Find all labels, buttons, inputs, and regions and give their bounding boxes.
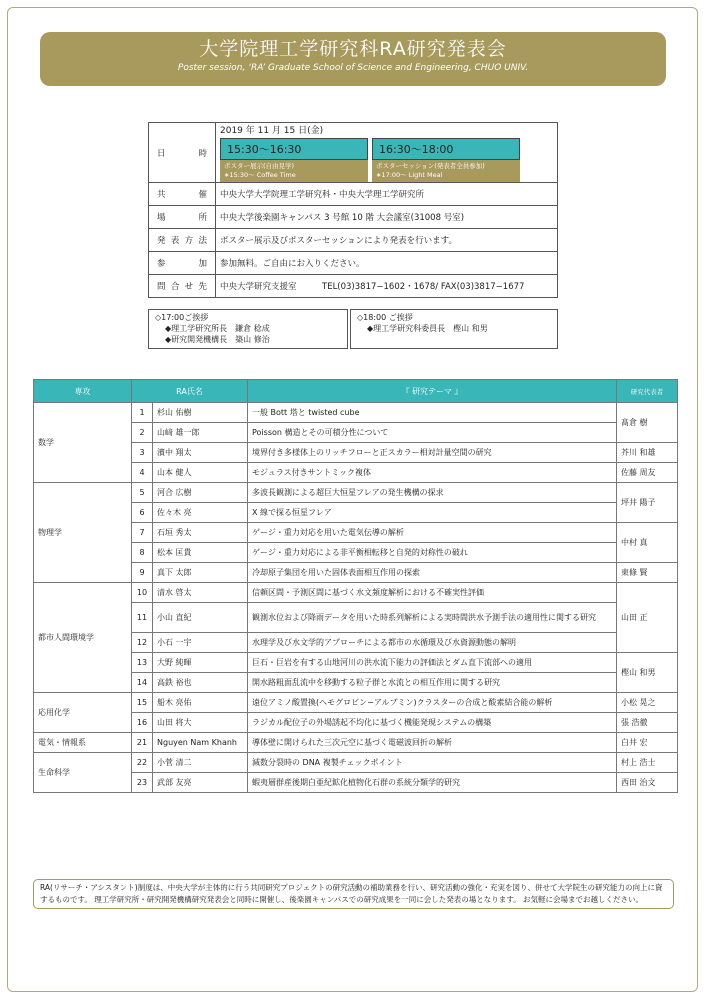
info-label: 発表方法 — [149, 229, 216, 252]
row-number: 16 — [132, 713, 153, 733]
col-name: RA氏名 — [132, 380, 248, 403]
info-value: 中央大学大学院理工学研究科・中央大学理工学研究所 — [216, 183, 558, 206]
info-label: 共 催 — [149, 183, 216, 206]
research-theme: 一般 Bott 塔と twisted cube — [248, 403, 617, 423]
session-2 — [372, 138, 520, 182]
ra-name: 石垣 秀太 — [153, 523, 248, 543]
presentation-table — [33, 379, 678, 793]
field-cell: 生命科学 — [34, 753, 132, 793]
representative: 芥川 和雄 — [617, 443, 678, 463]
row-number: 4 — [132, 463, 153, 483]
representative: 張 浩徹 — [617, 713, 678, 733]
date-label: 日 時 — [149, 123, 216, 183]
representative: 山田 正 — [617, 583, 678, 653]
ra-name: 真下 太郎 — [153, 563, 248, 583]
greeting-left-line2: ◆研究開発機構長 築山 修治 — [165, 335, 270, 344]
research-theme: 境界付き多様体上のリッチフローと正スカラー相対計量空間の研究 — [248, 443, 617, 463]
row-number: 1 — [132, 403, 153, 423]
row-number: 13 — [132, 653, 153, 673]
field-cell: 都市人間環境学 — [34, 583, 132, 693]
ra-name: 高鉄 裕也 — [153, 673, 248, 693]
research-theme: 観測水位および降雨データを用いた時系列解析による実時間洪水予測手法の適用性に関する研究 — [248, 603, 617, 633]
info-row — [149, 183, 558, 206]
ra-name: 武部 友亮 — [153, 773, 248, 793]
row-number: 21 — [132, 733, 153, 753]
row-number: 2 — [132, 423, 153, 443]
info-value: 中央大学研究支援室 TEL(03)3817−1602・1678/ FAX(03)3817−1677 — [216, 275, 558, 298]
representative: 佐藤 周友 — [617, 463, 678, 483]
row-number: 14 — [132, 673, 153, 693]
ra-name: Nguyen Nam Khanh — [153, 733, 248, 753]
ra-name: 佐々木 亮 — [153, 503, 248, 523]
ra-name: 山﨑 雄一郎 — [153, 423, 248, 443]
row-number: 22 — [132, 753, 153, 773]
greeting-right-line1: ◆理工学研究科委員長 樫山 和男 — [367, 324, 488, 333]
research-theme: 巨石・巨岩を有する山地河川の洪水流下能力の評価法とダム直下流部への適用 — [248, 653, 617, 673]
research-theme: 減数分裂時の DNA 複製チェックポイント — [248, 753, 617, 773]
research-theme: ゲージ・重力対応を用いた電気伝導の解析 — [248, 523, 617, 543]
ra-name: 濱中 翔太 — [153, 443, 248, 463]
research-theme: 水理学及び水文学的アプローチによる都市の水循環及び水資源動態の解明 — [248, 633, 617, 653]
table-row — [34, 733, 678, 753]
research-theme: 開水路粗面乱流中を移動する粒子群と水流との相互作用に関する研究 — [248, 673, 617, 693]
info-row — [149, 252, 558, 275]
session-2-desc2: ∗17:00〜 Light Meal — [376, 171, 443, 179]
representative: 東條 賢 — [617, 563, 678, 583]
session-2-desc — [372, 160, 520, 182]
representative: 西田 治文 — [617, 773, 678, 793]
ra-name: 山田 将大 — [153, 713, 248, 733]
field-cell: 数学 — [34, 403, 132, 483]
event-info-table — [148, 122, 558, 298]
row-number: 7 — [132, 523, 153, 543]
row-number: 23 — [132, 773, 153, 793]
session-2-time: 16:30〜18:00 — [372, 138, 520, 160]
ra-name: 船木 亮佑 — [153, 693, 248, 713]
research-theme: 多波長観測による超巨大恒星フレアの発生機構の探求 — [248, 483, 617, 503]
session-2-desc1: ポスターセッション(発表者全員参加) — [376, 162, 485, 170]
event-date: 2019 年 11 月 15 日(金) — [220, 126, 324, 136]
info-row — [149, 206, 558, 229]
session-boxes — [220, 138, 553, 182]
greeting-left — [148, 309, 348, 349]
representative: 髙倉 樹 — [617, 403, 678, 443]
table-row — [34, 403, 678, 423]
row-number: 3 — [132, 443, 153, 463]
greeting-right — [350, 309, 558, 349]
representative: 中村 真 — [617, 523, 678, 563]
ra-name: 杉山 佑樹 — [153, 403, 248, 423]
col-rep: 研究代表者 — [617, 380, 678, 403]
page-title: 大学院理工学研究科RA研究発表会 — [199, 38, 507, 60]
row-number: 5 — [132, 483, 153, 503]
session-1-desc1: ポスター展示(自由見学) — [224, 162, 295, 170]
research-theme: 遠位アミノ酸置換(ヘモグロビン−アルブミン)クラスターの合成と酸素結合能の解析 — [248, 693, 617, 713]
representative: 小松 晃之 — [617, 693, 678, 713]
header-banner — [40, 32, 666, 86]
representative: 村上 浩士 — [617, 753, 678, 773]
info-value: 中央大学後楽園キャンパス 3 号館 10 階 大会議室(31008 号室) — [216, 206, 558, 229]
research-theme: 信頼区間・予測区間に基づく水文頻度解析における不確実性評価 — [248, 583, 617, 603]
info-label: 参 加 — [149, 252, 216, 275]
table-row — [34, 693, 678, 713]
table-row — [34, 483, 678, 503]
row-number: 12 — [132, 633, 153, 653]
representative: 坪井 陽子 — [617, 483, 678, 523]
row-number: 8 — [132, 543, 153, 563]
page-subtitle: Poster session, ‘RA’ Graduate School of Science and Engineering, CHUO UNIV. — [177, 63, 529, 73]
greeting-right-title: ◇18:00 ご挨拶 — [357, 313, 413, 322]
ra-name: 小山 直紀 — [153, 603, 248, 633]
col-field: 専攻 — [34, 380, 132, 403]
col-theme: 『 研究テーマ 』 — [248, 380, 617, 403]
ra-name: 小石 一宇 — [153, 633, 248, 653]
greeting-left-title: ◇17:00ご挨拶 — [155, 313, 209, 322]
research-theme: X 線で探る恒星フレア — [248, 503, 617, 523]
info-value: ポスター展示及びポスターセッションにより発表を行います。 — [216, 229, 558, 252]
row-number: 10 — [132, 583, 153, 603]
research-theme: 導体壁に開けられた三次元空に基づく電磁波回折の解析 — [248, 733, 617, 753]
table-row — [34, 753, 678, 773]
session-1-time: 15:30〜16:30 — [220, 138, 368, 160]
research-theme: Poisson 構造とその可積分性について — [248, 423, 617, 443]
greeting-left-line1: ◆理工学研究所長 鎌倉 稔成 — [165, 324, 270, 333]
footer-note: RA(リサーチ・アシスタント)制度は、中央大学が主体的に行う共同研究プロジェクトの研究活動の補助業務を行い、研究活動の強化・充実を図り、併せて大学院生の研究能力の向上に資するものです。 理工学研究所・研究開発機構研究発表会と同時に開催し、後楽園キャンパスでの研究成果を一同に会した発表の場となります。 お気軽に会場までお越しください。 — [33, 879, 674, 909]
info-label: 問合せ先 — [149, 275, 216, 298]
info-label: 場 所 — [149, 206, 216, 229]
session-1 — [220, 138, 368, 182]
research-theme: 蝦夷層群産後期白亜紀鉱化植物化石群の系統分類学的研究 — [248, 773, 617, 793]
row-number: 9 — [132, 563, 153, 583]
research-theme: モジュラス付きサントミック複体 — [248, 463, 617, 483]
field-cell: 物理学 — [34, 483, 132, 583]
ra-name: 清水 啓太 — [153, 583, 248, 603]
ra-name: 松本 匡貴 — [153, 543, 248, 563]
field-cell: 応用化学 — [34, 693, 132, 733]
ra-name: 河合 広樹 — [153, 483, 248, 503]
research-theme: 冷却原子集団を用いた固体表面相互作用の探索 — [248, 563, 617, 583]
representative: 樫山 和男 — [617, 653, 678, 693]
info-row — [149, 275, 558, 298]
row-number: 11 — [132, 603, 153, 633]
row-number: 15 — [132, 693, 153, 713]
info-value: 参加無料。ご自由にお入りください。 — [216, 252, 558, 275]
ra-name: 小菅 清二 — [153, 753, 248, 773]
representative: 白井 宏 — [617, 733, 678, 753]
table-row — [34, 583, 678, 603]
row-number: 6 — [132, 503, 153, 523]
info-row — [149, 229, 558, 252]
date-cell — [216, 123, 558, 183]
session-1-desc2: ∗15:30〜 Coffee Time — [224, 171, 296, 179]
field-cell: 電気・情報系 — [34, 733, 132, 753]
research-theme: ラジカル配位子の外場誘起不均化に基づく機能発現システムの構築 — [248, 713, 617, 733]
session-1-desc — [220, 160, 368, 182]
ra-name: 山本 健人 — [153, 463, 248, 483]
research-theme: ゲージ・重力対応による非平衡相転移と自発的対称性の破れ — [248, 543, 617, 563]
ra-name: 大野 純暉 — [153, 653, 248, 673]
